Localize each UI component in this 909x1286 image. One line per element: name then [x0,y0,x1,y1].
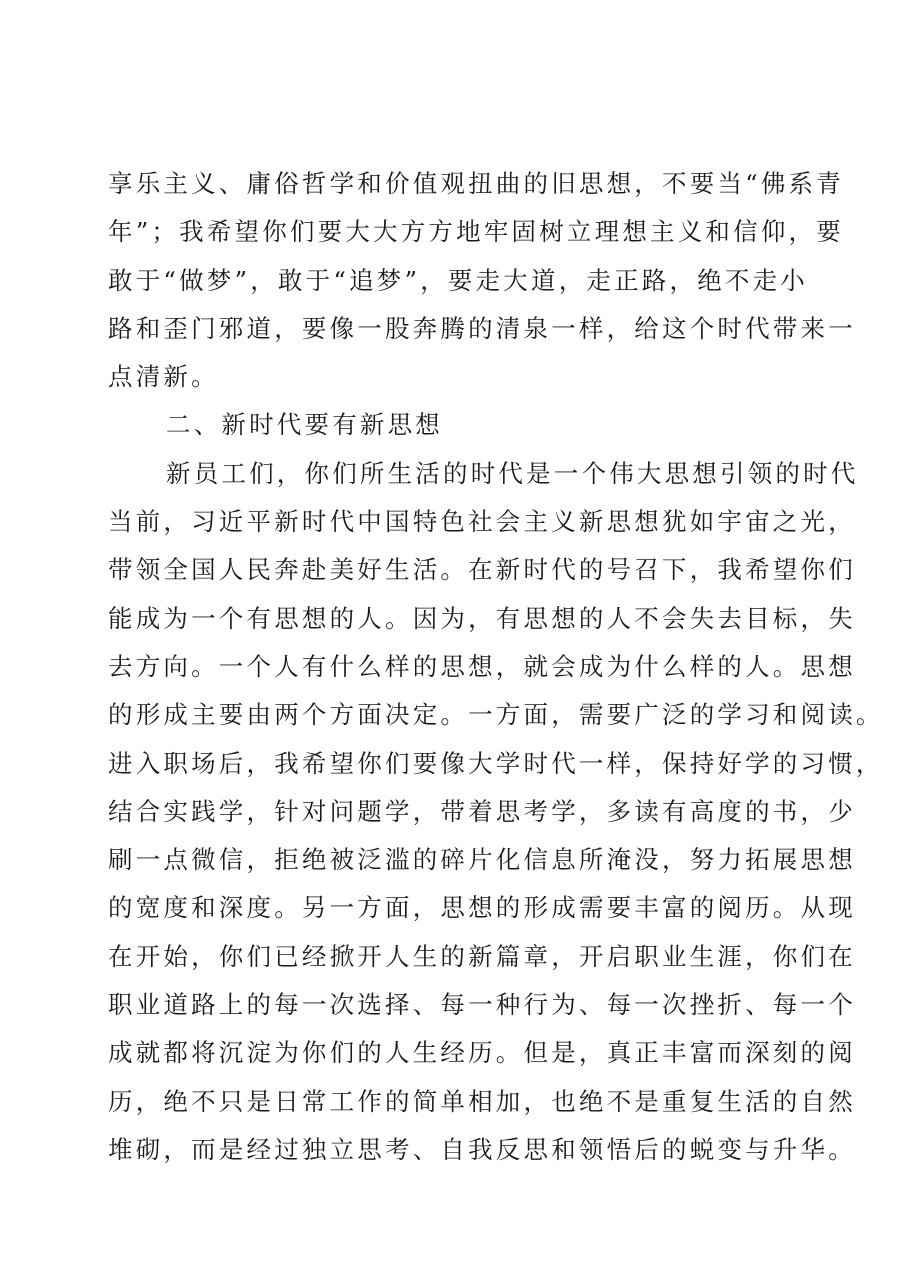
text-line: 能成为一个有思想的人。因为，有思想的人不会失去目标，失 [108,603,856,633]
text-line: 历，绝不只是日常工作的简单相加，也绝不是重复生活的自然 [108,1086,856,1116]
text-line: 的形成主要由两个方面决定。一方面，需要广泛的学习和阅读。 [108,700,884,730]
text-line: 堆砌，而是经过独立思考、自我反思和领悟后的蜕变与升华。 [108,1134,856,1164]
text-line: 去方向。一个人有什么样的思想，就会成为什么样的人。思想 [108,651,856,681]
text-line: 在开始，你们已经掀开人生的新篇章，开启职业生涯，你们在 [108,941,856,971]
paragraph [108,160,856,401]
section-heading: 二、新时代要有新思想 [166,410,443,440]
text-line: 成就都将沉淀为你们的人生经历。但是，真正丰富而深刻的阅 [108,1038,856,1068]
section-heading-block [108,401,828,449]
text-line: 敢于“做梦”，敢于“追梦”，要走大道，走正路，绝不走小 [108,265,808,295]
text-line: 结合实践学，针对问题学，带着思考学，多读有高度的书，少 [108,796,856,826]
paragraph [108,450,884,1174]
text-line: 新员工们，你们所生活的时代是一个伟大思想引领的时代 [166,458,859,488]
text-line: 带领全国人民奔赴美好生活。在新时代的号召下，我希望你们 [108,555,856,585]
text-line: 的宽度和深度。另一方面，思想的形成需要丰富的阅历。从现 [108,893,856,923]
text-line: 进入职场后，我希望你们要像大学时代一样，保持好学的习惯， [108,748,884,778]
text-line: 点清新。 [108,362,219,392]
text-line: 刷一点微信，拒绝被泛滥的碎片化信息所淹没，努力拓展思想 [108,845,856,875]
text-line: 年”；我希望你们要大大方方地牢固树立理想主义和信仰，要 [108,217,844,247]
text-line: 路和歪门邪道，要像一股奔腾的清泉一样，给这个时代带来一 [108,313,856,343]
document-body [108,160,884,1174]
text-line: 职业道路上的每一次选择、每一种行为、每一次挫折、每一个 [108,990,856,1020]
text-line: 享乐主义、庸俗哲学和价值观扭曲的旧思想，不要当“佛系青 [108,169,844,198]
text-line: 当前，习近平新时代中国特色社会主义新思想犹如宇宙之光， [108,507,856,537]
